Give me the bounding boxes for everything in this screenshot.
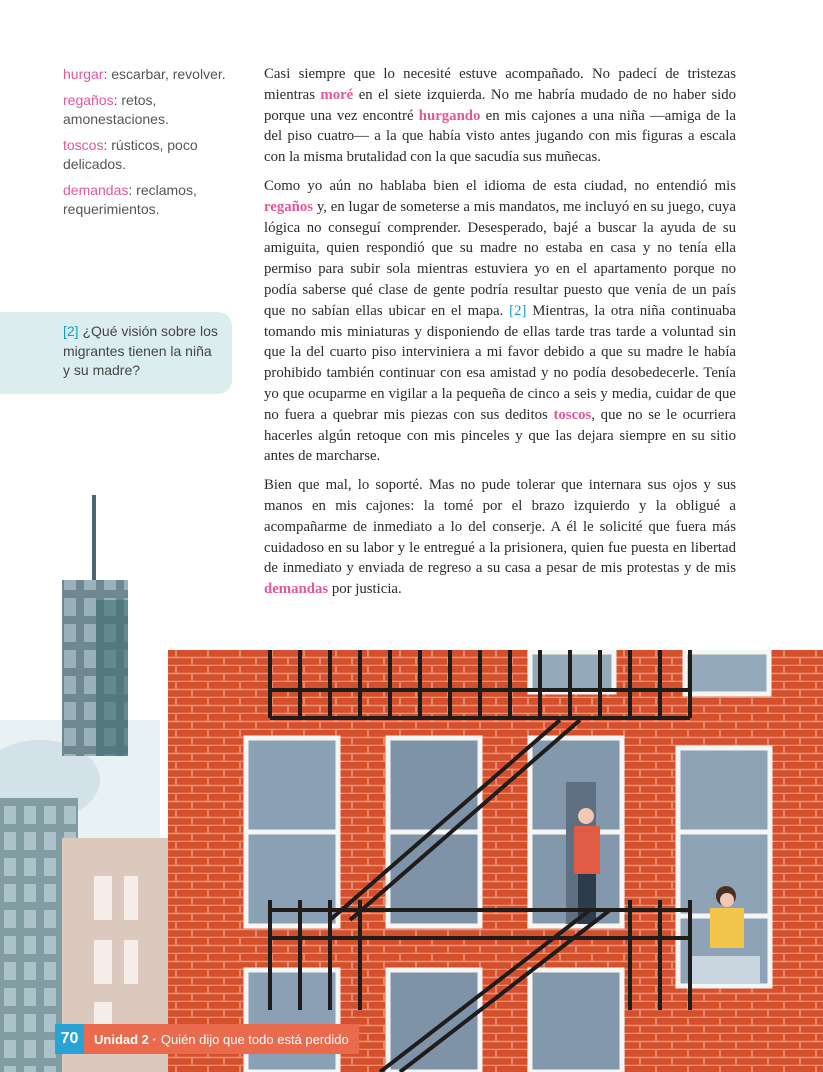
building-illustration: [0, 490, 823, 1072]
glossary-definition: : retos, amonestaciones.: [63, 91, 169, 127]
page-footer: [55, 1024, 359, 1054]
text-run: en mis cajones a una niña —amiga de la del piso cuatro— a la que había visto antes jugando con mis figuras a escala con la misma brutalidad con la que sacudía sus muñecas.: [264, 107, 736, 166]
story-paragraph-1: [264, 64, 736, 168]
glossary: [63, 65, 238, 226]
unit-label: [84, 1024, 359, 1054]
glossary-term: hurgar: [63, 66, 104, 82]
glossary-entry: [63, 91, 238, 130]
unit-number: Unidad 2 ·: [94, 1031, 157, 1047]
text-run: y, en lugar de someterse a mis mandatos, me incluyó en su juego, cuya lógica no conseguí comprender. Desesperado, bajé a buscar la ayuda de su amiguita, quien respondió que su madre no estaba en casa y no tenía ella permiso para subir sola mientras estuviera yo en el apartamento porque no podía saberse qué clase de gente podría resultar puesto que venía de un país que no sabían ellas ubicar en el mapa.: [264, 198, 736, 319]
keyword-hurgando: hurgando: [418, 107, 481, 124]
text-run: por justicia.: [328, 581, 402, 598]
glossary-term: demandas: [63, 181, 129, 198]
text-run: Mientras, la otra niña continuaba tomando mis miniaturas y disponiendo de ellas tarde tras tarde a voluntad sin que la del cuarto piso interviniera a mi favor debido a que su madre le había prohibido también continuar con esa amistad y no podía desobedecerle. Tenía yo que ocuparme en vigilar a la pequeña de cinco a seis y media, cuidar de que no fuera a quebrar mis piezas con sus deditos: [264, 302, 736, 423]
question-text: ¿Qué visión sobre los migrantes tienen la niña y su madre?: [63, 323, 218, 378]
text-run: Bien que mal, lo soporté. Mas no pude tolerar que internara sus ojos y sus manos en mis cajones: la tomé por el brazo izquierdo y la obligué a acompañarme de inmediato a lo del conserje. A él le solicité que fuera más cuidadoso en su labor y le entregué a la prisionera, quien fue puesta en libertad de inmediato y enviada de regreso a su casa a pesar de mis protestas y de mis: [264, 477, 736, 577]
glossary-entry: [63, 181, 238, 220]
glossary-definition: : escarbar, revolver.: [103, 66, 226, 82]
glossary-definition: : rústicos, poco delicados.: [63, 136, 198, 172]
text-run: Como yo aún no hablaba bien el idioma de esta ciudad, no entendió mis: [264, 177, 736, 194]
reading-question-box: [0, 312, 232, 394]
question-reference: [2]: [509, 302, 527, 319]
glossary-entry: [63, 65, 238, 85]
glossary-definition: : reclamos, requerimientos.: [63, 181, 197, 217]
glossary-term: regaños: [63, 91, 114, 108]
person-in-window: [566, 782, 600, 924]
text-run: en el siete izquierda. No me habría mudado de no haber sido porque una vez encontré: [264, 86, 736, 124]
unit-title: Quién dijo que todo está perdido: [160, 1031, 349, 1047]
keyword-reganos: regaños: [264, 198, 314, 215]
story-paragraph-2: [264, 176, 736, 467]
keyword-toscos: toscos: [553, 406, 592, 423]
text-run: , que no se le ocurriera hacerles algún retoque con mis pinceles y que las dejara siempre en su sitio antes de marcharse.: [264, 406, 736, 465]
page-number: 70: [55, 1024, 84, 1054]
glossary-entry: [63, 136, 238, 175]
keyword-demandas: demandas: [264, 581, 329, 598]
glossary-term: toscos: [63, 136, 104, 153]
text-run: Casi siempre que lo necesité estuve acompañado. No padecí de tristezas mientras: [264, 66, 736, 103]
distant-tower: [62, 495, 128, 756]
keyword-more: moré: [320, 86, 354, 103]
question-number: [2]: [63, 323, 79, 339]
